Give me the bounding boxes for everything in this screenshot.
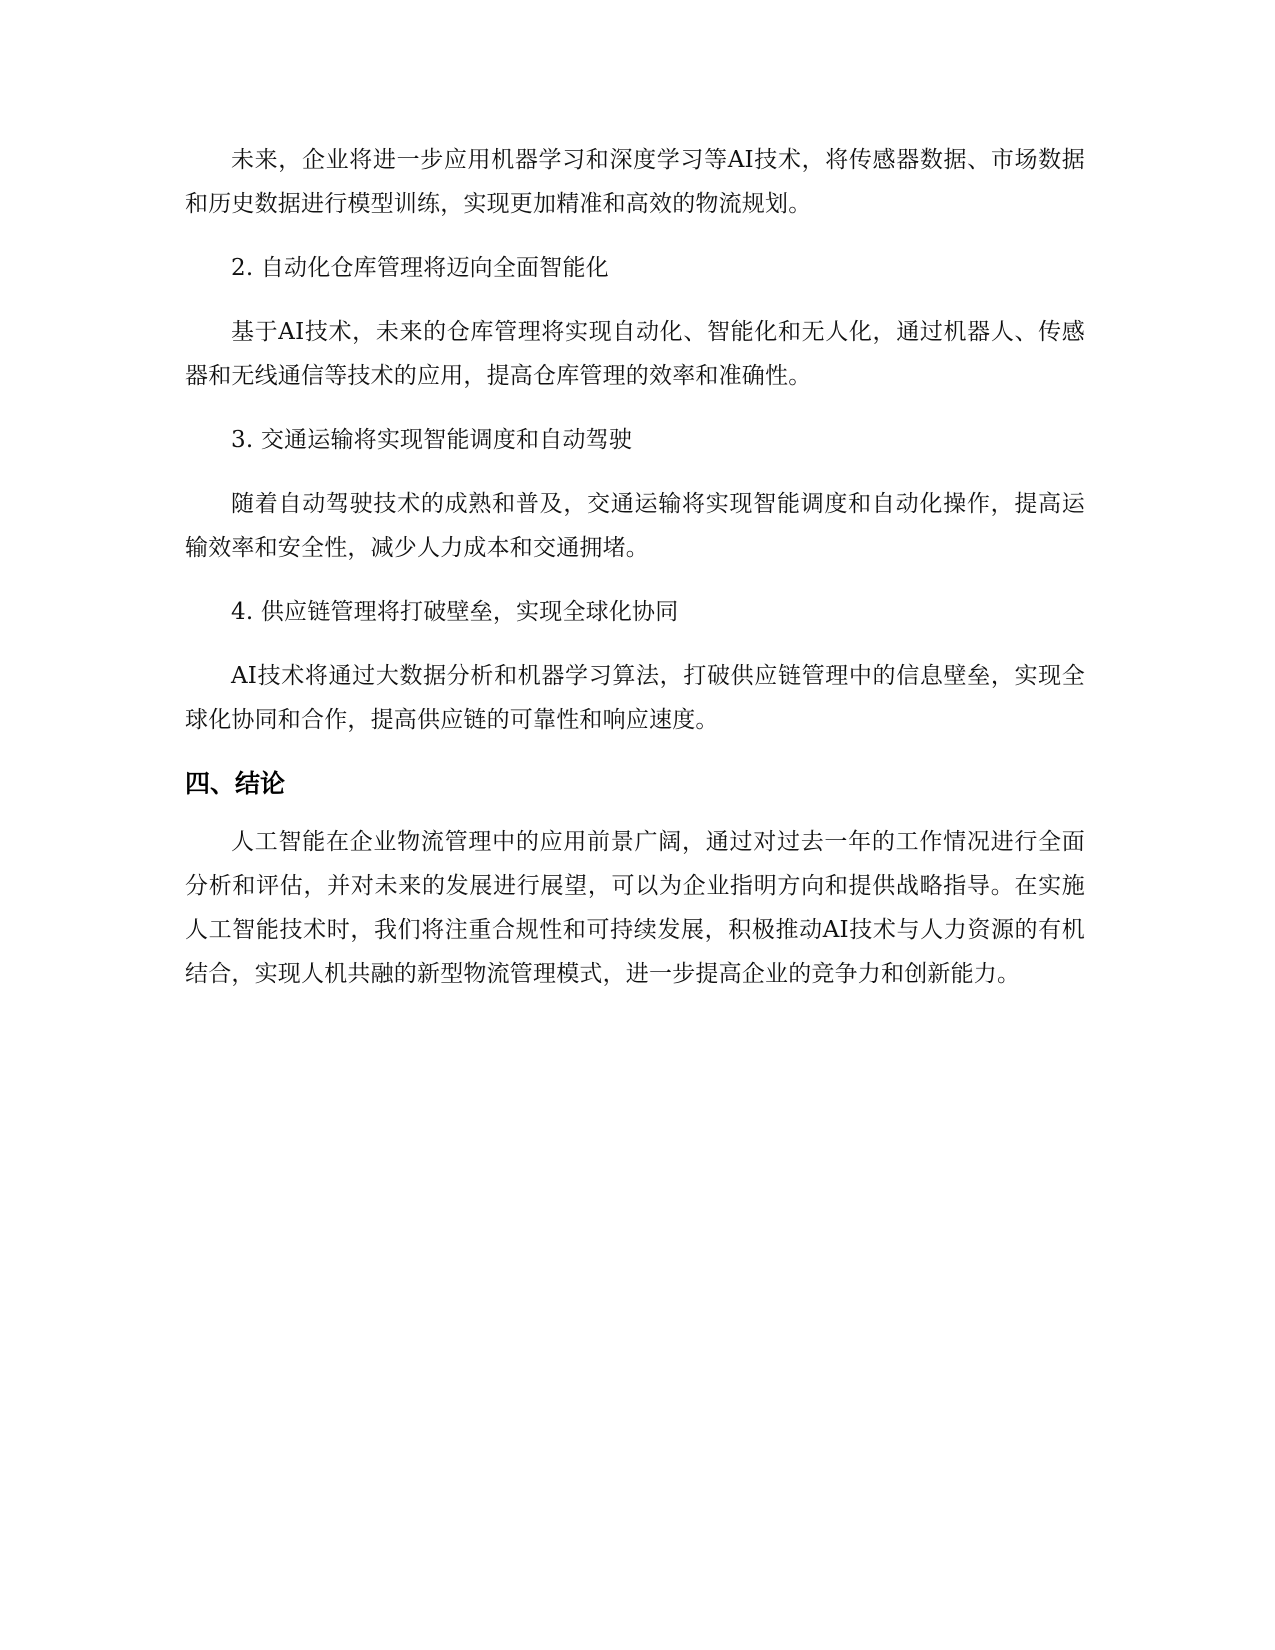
- paragraph-future-ai-logistics: 未来，企业将进一步应用机器学习和深度学习等AI技术，将传感器数据、市场数据和历史数据进行模型训练，实现更加精准和高效的物流规划。: [185, 147, 1085, 217]
- document-body: [185, 138, 1085, 1016]
- paragraph-warehouse-management: 基于AI技术，未来的仓库管理将实现自动化、智能化和无人化，通过机器人、传感器和无线通信等技术的应用，提高仓库管理的效率和准确性。: [185, 319, 1085, 389]
- section-heading-conclusion: 四、结论: [185, 769, 286, 798]
- paragraph-supply-chain: AI技术将通过大数据分析和机器学习算法，打破供应链管理中的信息壁垒，实现全球化协同和合作，提高供应链的可靠性和响应速度。: [185, 663, 1085, 733]
- paragraph-transportation: 随着自动驾驶技术的成熟和普及，交通运输将实现智能调度和自动化操作，提高运输效率和安全性，减少人力成本和交通拥堵。: [185, 491, 1085, 561]
- list-item-transport-scheduling: 3. 交通运输将实现智能调度和自动驾驶: [231, 427, 633, 453]
- list-item-supply-chain: 4. 供应链管理将打破壁垒，实现全球化协同: [231, 599, 679, 625]
- list-item-automated-warehouse: 2. 自动化仓库管理将迈向全面智能化: [231, 255, 609, 281]
- paragraph-conclusion: 人工智能在企业物流管理中的应用前景广阔，通过对过去一年的工作情况进行全面分析和评估，并对未来的发展进行展望，可以为企业指明方向和提供战略指导。在实施人工智能技术时，我们将注重合规性和可持续发展，积极推动AI技术与人力资源的有机结合，实现人机共融的新型物流管理模式，进一步提高企业的竞争力和创新能力。: [185, 829, 1085, 987]
